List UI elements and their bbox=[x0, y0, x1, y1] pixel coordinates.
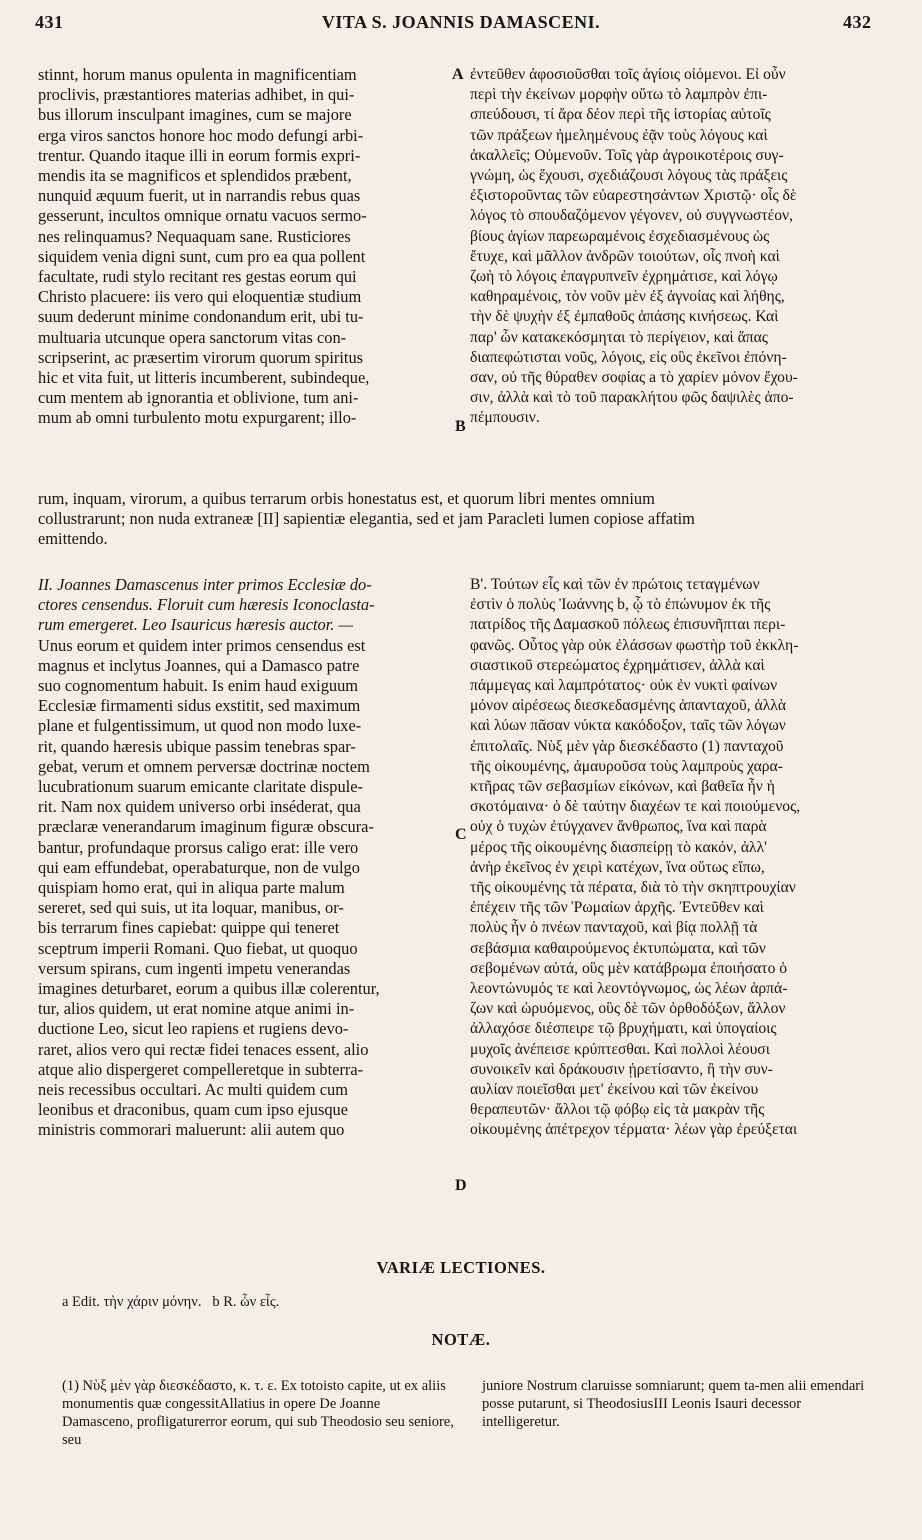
text-line: qui eam effundebat, operabaturque, non de vulgo bbox=[38, 857, 360, 877]
text-line: σκοτόμαινα· ὁ δὲ ταύτην διαχέων τε καὶ ποιούμενος, bbox=[470, 798, 801, 816]
text-line: ἔτυχε, καὶ μᾶλλον ἀνδρῶν τοιούτων, οἷς πνοὴ καὶ bbox=[470, 247, 780, 265]
text-line: περὶ τὴν ἐκείνων μορφὴν οὕτω τὸ λαμπρὸν ἐπι- bbox=[470, 86, 768, 104]
text-line: Β'. Τούτων εἷς καὶ τῶν ἐν πρώτοις τεταγμένων bbox=[470, 576, 760, 593]
text-line: βίους ἁγίων παρεωραμένοις ἐσχεδιασμένους ὡς bbox=[470, 227, 770, 245]
text-line: σιαστικοῦ στερεώματος ἐχρημάτισεν, ἀλλὰ καὶ bbox=[470, 656, 765, 674]
text-line: Christo placuere: iis vero qui eloquentiæ studium bbox=[38, 287, 362, 307]
heading-line: II. Joannes Damascenus inter primos Ecclesiæ do- bbox=[38, 575, 372, 594]
text-line: τῆς οἰκουμένης τὰ πέρατα, διὰ τὸ τὴν σκηπτρουχίαν bbox=[470, 879, 796, 897]
text-line: Unus eorum et quidem inter primos censendus est bbox=[38, 635, 366, 655]
latin-body-text bbox=[38, 636, 450, 1141]
text-line: λόγος τὸ σπουδαζόμενον γέγονεν, οὐ συγγνωστέον, bbox=[470, 207, 793, 225]
text-line: μόνον αἱρέσεως διεσκεδασμένης ἁπανταχοῦ, ἀλλὰ bbox=[470, 697, 787, 715]
text-line: πέμπουσιν. bbox=[470, 409, 540, 427]
text-line: neis recessibus occultari. Ac multi quidem cum bbox=[38, 1080, 348, 1100]
latin-column-bottom bbox=[38, 575, 450, 1141]
text-line: πολὺς ἦν ὁ πνέων πανταχοῦ, καὶ βίᾳ πολλῇ τὰ bbox=[470, 919, 758, 937]
text-line: ζων καὶ ὠρυόμενος, οὓς δὲ τῶν ὀρθοδόξων, ἄλλον bbox=[470, 1000, 786, 1018]
text-line: præclaræ venerandarum imaginum figuræ obscura- bbox=[38, 817, 374, 837]
margin-marker-a: A bbox=[452, 66, 464, 83]
note-line: III Leonis Isauri decessor intelligeretur. bbox=[482, 1396, 802, 1430]
text-line: proclivis, præstantiores materias adhibet, in qui- bbox=[38, 85, 355, 105]
text-line: nes relinquamus? Nequaquam sane. Rusticiores bbox=[38, 226, 351, 246]
heading-line: ctores censendus. Floruit cum hæresis Iconoclasta- bbox=[38, 595, 375, 615]
note-line: isto capite, ut ex aliis monumentis quæ congessit bbox=[62, 1378, 446, 1412]
notae-heading: NOTÆ. bbox=[431, 1330, 491, 1349]
text-line: leonibus et draconibus, quam cum ipso ejusque bbox=[38, 1100, 348, 1120]
text-line: μυχοῖς ἀνέπεισε κρύπτεσθαι. Καὶ πολλοὶ λέουσι bbox=[470, 1040, 770, 1058]
text-line: πάμμεγας καὶ λαμπρότατος· οὐκ ἐν νυκτὶ φαίνων bbox=[470, 677, 778, 695]
page-number-left: 431 bbox=[35, 12, 64, 32]
text-line: σεβάσμια καθαιρούμενος ἐκτυπώματα, καὶ τῶν bbox=[470, 939, 766, 957]
text-line: οὐχ ὁ τυχὼν ἐτύγχανεν ἄνθρωπος, ἵνα καὶ παρὰ bbox=[470, 818, 767, 836]
text-line: trentur. Quando itaque illi in eorum formis expri- bbox=[38, 145, 361, 165]
text-line: sceptrum imperii Romani. Quo fiebat, ut quoquo bbox=[38, 938, 358, 958]
heading-line: rum emergeret. Leo Isauricus hæresis auctor. — bbox=[38, 615, 354, 635]
greek-column-bottom bbox=[470, 575, 892, 1141]
text-line: rit, quando hæresis ubique passim tenebras spar- bbox=[38, 736, 356, 756]
notae-right-column bbox=[482, 1377, 882, 1431]
text-line: raret, alios vero qui rectæ fidei tenaces essent, alio bbox=[38, 1039, 369, 1059]
text-line: nunquid æquum fuerit, ut in narrandis rebus quas bbox=[38, 186, 361, 206]
text-line: τῆς οἰκουμένης, ἀμαυροῦσα τοὺς λαμπροὺς χαρα- bbox=[470, 757, 783, 775]
text-line: sereret, sed qui suis, ut ita loquar, manibus, or- bbox=[38, 898, 344, 918]
section-heading-latin bbox=[38, 575, 450, 636]
variae-lectiones-line: a Edit. τὴν χάριν μόνην. b R. ὧν εἷς. bbox=[62, 1294, 280, 1310]
text-line: κτῆρας τῶν σεβασμίων εἰκόνων, καὶ βαθεῖα ἦν ἡ bbox=[470, 778, 775, 796]
text-line: stinnt, horum manus opulenta in magnificentiam bbox=[38, 65, 357, 84]
text-line: μέρος τῆς οἰκουμένης διασπείρῃ τὸ κακόν, ἀλλ' bbox=[470, 838, 767, 856]
text-line: γνώμη, ὡς ἔχουσι, σχεδιάζουσι λόγους τὰς πράξεις bbox=[470, 167, 788, 185]
note-line: error eorum, qui sub Theodosio seu seniore, seu bbox=[62, 1414, 454, 1448]
text-line: ductione Leo, sicut leo rapiens et rugiens devo- bbox=[38, 1019, 349, 1039]
text-line: siquidem venia digni sunt, cum pro ea qua pollent bbox=[38, 246, 366, 266]
text-line: suo cognomentum habuit. Is enim haud exiguum bbox=[38, 676, 359, 696]
text-line: θεραπευτῶν· ἄλλοι τῷ φόβῳ εἰς τὰ μακρὰν τῆς bbox=[470, 1101, 765, 1119]
text-line: οἰκουμένης ἀπέτρεχον τέρματα· λέων γὰρ ἐρεύξεται bbox=[470, 1121, 798, 1139]
note-line: men alii emendari posse putarunt, si Theodosius bbox=[482, 1378, 865, 1412]
text-line: hic et vita fuit, ut litteris incumberent, subindeque, bbox=[38, 368, 370, 388]
variae-lectiones-heading: VARIÆ LECTIONES. bbox=[376, 1258, 546, 1277]
text-line: facultate, rudi stylo recitant res gestas eorum qui bbox=[38, 267, 357, 287]
text-line: mum ab omni turbulento motu expurgarent; illo- bbox=[38, 408, 357, 428]
text-line: collustrarunt; non nuda extraneæ [II] sapientiæ elegantia, sed et jam Paracleti lumen copiose affatim bbox=[38, 509, 695, 529]
text-line: plane et fulgentissimum, ut quod non modo luxe- bbox=[38, 716, 362, 736]
text-line: ἀκαλλεῖς; Οὐμενοῦν. Τοῖς γὰρ ἀγροικοτέροις συγ- bbox=[470, 146, 784, 164]
margin-marker-b: B bbox=[455, 418, 466, 435]
note-line: (1) Νὺξ μὲν γὰρ διεσκέδαστο, κ. τ. ε. Ex toto bbox=[62, 1378, 324, 1394]
text-line: tur, alios quidem, ut erat nomine atque animi in- bbox=[38, 999, 355, 1019]
text-line: ἐντεῦθεν ἀφοσιοῦσθαι τοῖς ἁγίοις οἰόμενοι. Εἰ οὖν bbox=[470, 66, 786, 83]
note-line: juniore Nostrum claruisse somniarunt; quem ta- bbox=[482, 1378, 760, 1394]
text-line: παρ' ὧν κατακεκόσμηται τὸ περίγειον, καὶ ἅπας bbox=[470, 328, 768, 346]
text-line: σπεύδουσι, τί ἄρα δέον περὶ τῆς ἱστορίας αὐτοῖς bbox=[470, 106, 771, 124]
greek-column-top bbox=[470, 65, 892, 429]
text-line: ministris commorari maluerunt: alii autem quo bbox=[38, 1120, 345, 1140]
text-line: καθηραμένοις, τὸν νοῦν μὲν ἐξ ἀγνοίας καὶ λήθης, bbox=[470, 288, 785, 306]
text-line: mendis ita se magnificos et splendidos præbent, bbox=[38, 166, 352, 186]
text-line: atque alio dispergeret compelleretque in subterra- bbox=[38, 1059, 364, 1079]
margin-marker-c: C bbox=[455, 826, 467, 843]
text-line: cum mentem ab ignorantia et oblivione, tum ani- bbox=[38, 388, 359, 408]
text-line: σιν, ἀλλὰ καὶ τὸ τοῦ παρακλήτου φῶς δαψιλὲς ἀπο- bbox=[470, 389, 794, 407]
text-line: αυλίαν ποιεῖσθαι μετ' ἐκείνου καὶ τῶν ἐκείνου bbox=[470, 1081, 759, 1099]
notae-left-column bbox=[62, 1377, 454, 1449]
text-line: imagines deturbaret, eorum a quibus illæ colerentur, bbox=[38, 979, 380, 999]
text-line: ἐπέχειν τῆς τῶν Ῥωμαίων ἀρχῆς. Ἐντεῦθεν καὶ bbox=[470, 899, 764, 917]
running-title: VITA S. JOANNIS DAMASCENI. bbox=[321, 12, 601, 32]
text-line: ζωὴ τὸ λόγοις ἐπαγρυπνεῖν ἐχρημάτισε, καὶ λόγῳ bbox=[470, 268, 778, 286]
text-line: λεοντώνυμός τε καὶ λεοντόγνωμος, ὡς λέων ἁρπά- bbox=[470, 980, 788, 998]
note-line: Allatius in opere De Joanne Damasceno, profligatur bbox=[62, 1396, 381, 1430]
text-line: magnus et inclytus Joannes, qui a Damasco patre bbox=[38, 655, 360, 675]
text-line: καὶ λύων πᾶσαν νύκτα κακόδοξον, ταῖς τῶν λόγων bbox=[470, 717, 786, 735]
latin-column-top bbox=[38, 65, 450, 429]
text-line: φανῶς. Οὗτος γὰρ οὐκ ἐλάσσων φωστὴρ τοῦ ἐκκλη- bbox=[470, 636, 799, 654]
text-line: bus illorum insculpant imagines, cum se majore bbox=[38, 105, 352, 125]
text-line: rum, inquam, virorum, a quibus terrarum orbis honestatus est, et quorum libri mentes omnium bbox=[38, 489, 655, 508]
margin-marker-d: D bbox=[455, 1177, 467, 1194]
text-line: διαπεφώτισται νοῦς, λόγοις, εἰς οὓς ἐκεῖνοι ἐπόνη- bbox=[470, 348, 787, 366]
text-line: ἐστὶν ὁ πολὺς Ἰωάννης b, ᾧ τὸ ἐπώνυμον ἐκ τῆς bbox=[470, 596, 771, 614]
page-number-right: 432 bbox=[843, 12, 872, 32]
text-line: bis terrarum fines capiebat: quippe qui teneret bbox=[38, 918, 340, 938]
text-line: versum spirans, cum ingenti impetu venerandas bbox=[38, 958, 351, 978]
text-line: ἀλλαχόσε διέσπειρε τῷ βρυχήματι, καὶ ὑπογαίοις bbox=[470, 1020, 777, 1038]
text-line: quispiam homo erat, qui in aliqua parte malum bbox=[38, 878, 345, 898]
text-line: scripserint, ac præsertim virorum quorum spiritus bbox=[38, 347, 364, 367]
text-line: σεβομένων αὐτά, οὓς μὲν κατάβρωμα ἐποιήσατο ὁ bbox=[470, 959, 788, 977]
text-line: suum dederunt minime condonandum erit, ubi tu- bbox=[38, 307, 364, 327]
text-line: rit. Nam nox quidem universo orbi inséderat, qua bbox=[38, 797, 361, 817]
text-line: πατρίδος τῆς Δαμασκοῦ πόλεως ἐπισυνῆπται περι- bbox=[470, 616, 786, 634]
full-width-paragraph bbox=[38, 489, 888, 550]
text-line: ἀνὴρ ἐκεῖνος ἐν χειρὶ κατέχων, ἵνα οὕτως εἴπω, bbox=[470, 858, 765, 876]
text-line: multuaria utcunque opera sanctorum vitas con- bbox=[38, 327, 347, 347]
text-line: ἐπιτολαῖς. Νὺξ μὲν γὰρ διεσκέδαστο (1) πανταχοῦ bbox=[470, 737, 784, 755]
text-line: lucubrationum suarum emicante claritate dispule- bbox=[38, 777, 363, 797]
text-line: σαν, οὐ τῆς θύραθεν σοφίας a τὸ χαρίεν μόνον ἔχου- bbox=[470, 369, 798, 387]
text-line: gebat, verum et omnem perversæ doctrinæ noctem bbox=[38, 756, 370, 776]
text-line: emittendo. bbox=[38, 529, 108, 549]
text-line: erga viros sanctos honore hoc modo defungi arbi- bbox=[38, 125, 364, 145]
text-line: τὴν δὲ ψυχὴν ἐξ ἐμπαθοῦς ἁπάσης κινήσεως. Καὶ bbox=[470, 308, 779, 326]
text-line: Ecclesiæ firmamenti sidus exstitit, sed maximum bbox=[38, 696, 361, 716]
text-line: τῶν πράξεων ἠμελημένους ἐᾷν τοὺς λόγους καὶ bbox=[470, 126, 768, 144]
text-line: συνοικεῖν καὶ δράκουσιν ᾑρετίσαντο, ἢ τὴν συν- bbox=[470, 1060, 773, 1078]
text-line: ἐξιστοροῦντας τῶν εὐαρεστησάντων Χριστῷ· οἷς δὲ bbox=[470, 187, 797, 205]
text-line: bantur, profundaque prorsus caligo erat: ille vero bbox=[38, 837, 359, 857]
text-line: gesserunt, incultos omnique ornatu vacuos sermo- bbox=[38, 206, 367, 226]
